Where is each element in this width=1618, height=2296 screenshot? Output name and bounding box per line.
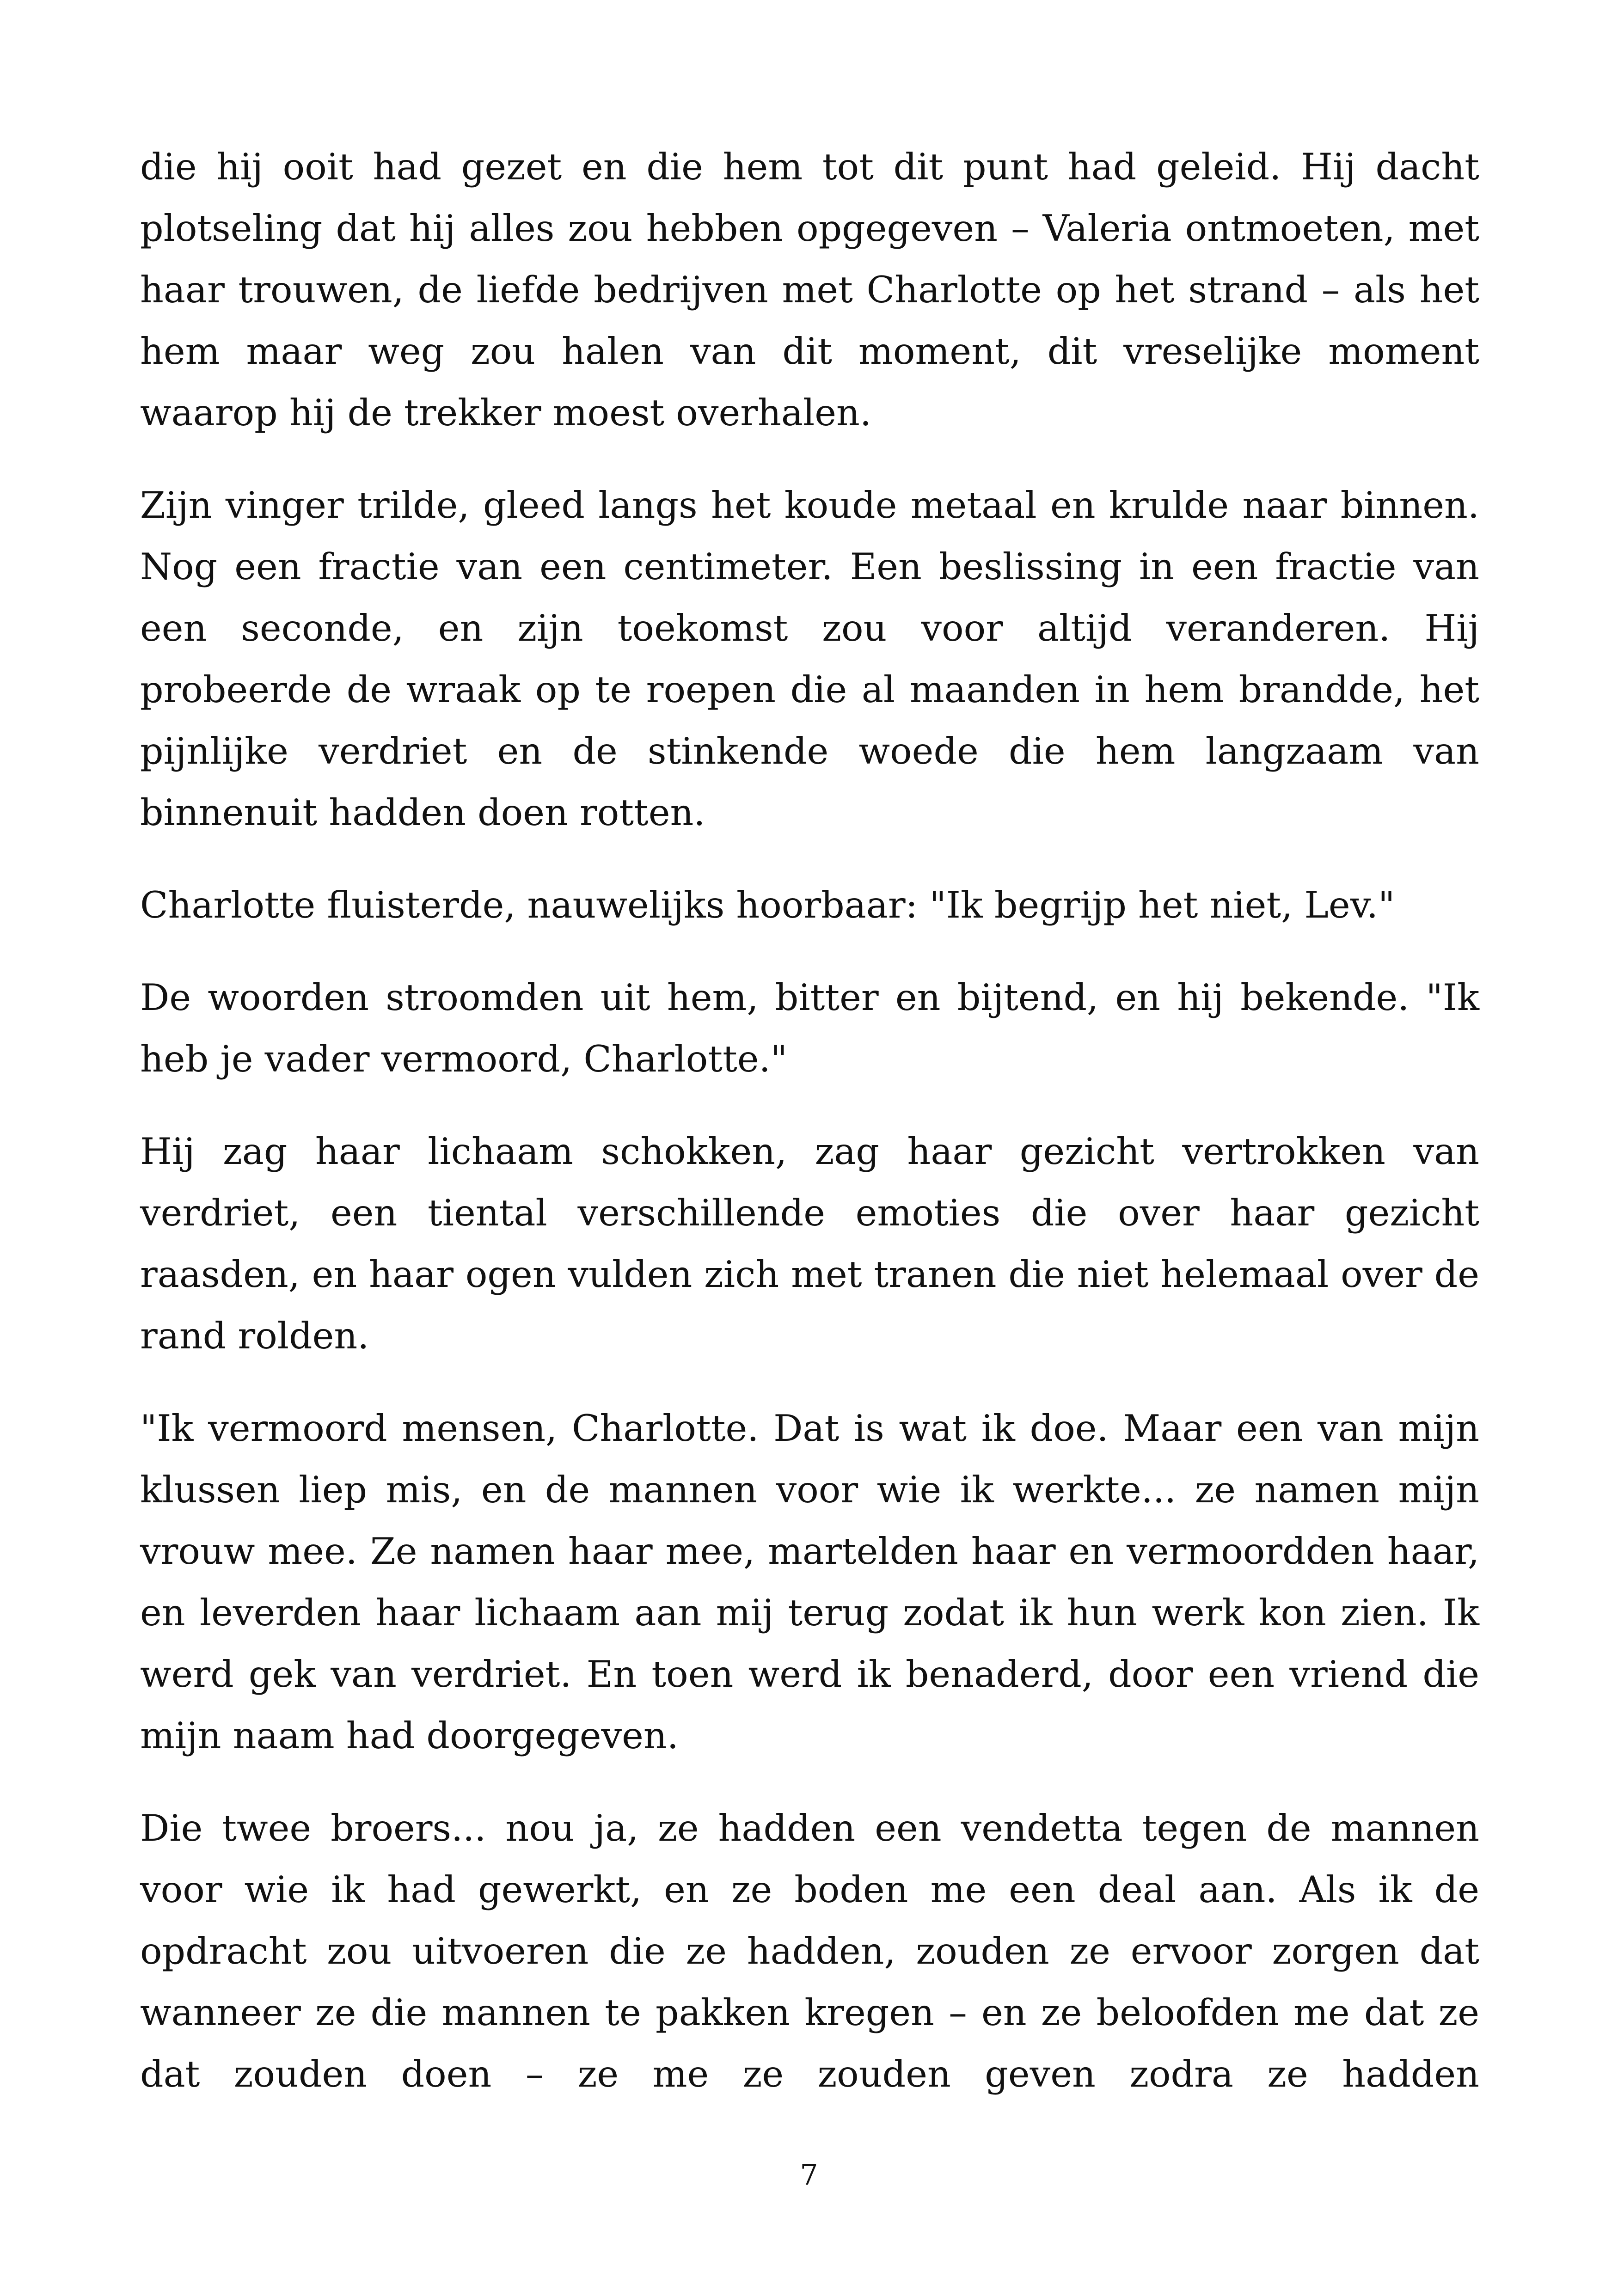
paragraph: De woorden stroomden uit hem, bitter en bijtend, en hij bekende. "Ik heb je vader vermoord, Charlotte.": [140, 976, 1479, 1080]
paragraph: "Ik vermoord mensen, Charlotte. Dat is wat ik doe. Maar een van mijn klussen liep mis, en de mannen voor wie ik werkte... ze namen mijn vrouw mee. Ze namen haar mee, martelden haar en vermoordden haar, en leverden haar lichaam aan mij terug zodat ik hun werk kon zien. Ik werd gek van verdriet. En toen werd ik benaderd, door een vriend die mijn naam had doorgegeven.: [140, 1407, 1479, 1757]
page-body-text: [140, 136, 1479, 2136]
paragraph: Zijn vinger trilde, gleed langs het koude metaal en krulde naar binnen. Nog een fractie van een centimeter. Een beslissing in een fractie van een seconde, en zijn toekomst zou voor altijd veranderen. Hij probeerde de wraak op te roepen die al maanden in hem brandde, het pijnlijke verdriet en de stinkende woede die hem langzaam van binnenuit hadden doen rotten.: [140, 484, 1479, 834]
paragraph: Charlotte fluisterde, nauwelijks hoorbaar: "Ik begrijp het niet, Lev.": [140, 884, 1395, 926]
paragraph: Hij zag haar lichaam schokken, zag haar gezicht vertrokken van verdriet, een tiental verschillende emoties die over haar gezicht raasden, en haar ogen vulden zich met tranen die niet helemaal over de rand rolden.: [140, 1130, 1479, 1357]
paragraph: die hij ooit had gezet en die hem tot dit punt had geleid. Hij dacht plotseling dat hij alles zou hebben opgegeven – Valeria ontmoeten, met haar trouwen, de liefde bedrijven met Charlotte op het strand – als het hem maar weg zou halen van dit moment, dit vreselijke moment waarop hij de trekker moest overhalen.: [140, 146, 1479, 434]
paragraph: Die twee broers... nou ja, ze hadden een vendetta tegen de mannen voor wie ik had gewerkt, en ze boden me een deal aan. Als ik de opdracht zou uitvoeren die ze hadden, zouden ze ervoor zorgen dat wanneer ze die mannen te pakken kregen – en ze beloofden me dat ze dat zouden doen – ze me ze zouden geven zodra ze hadden: [140, 1807, 1479, 2095]
page-number: 7: [800, 2158, 818, 2192]
